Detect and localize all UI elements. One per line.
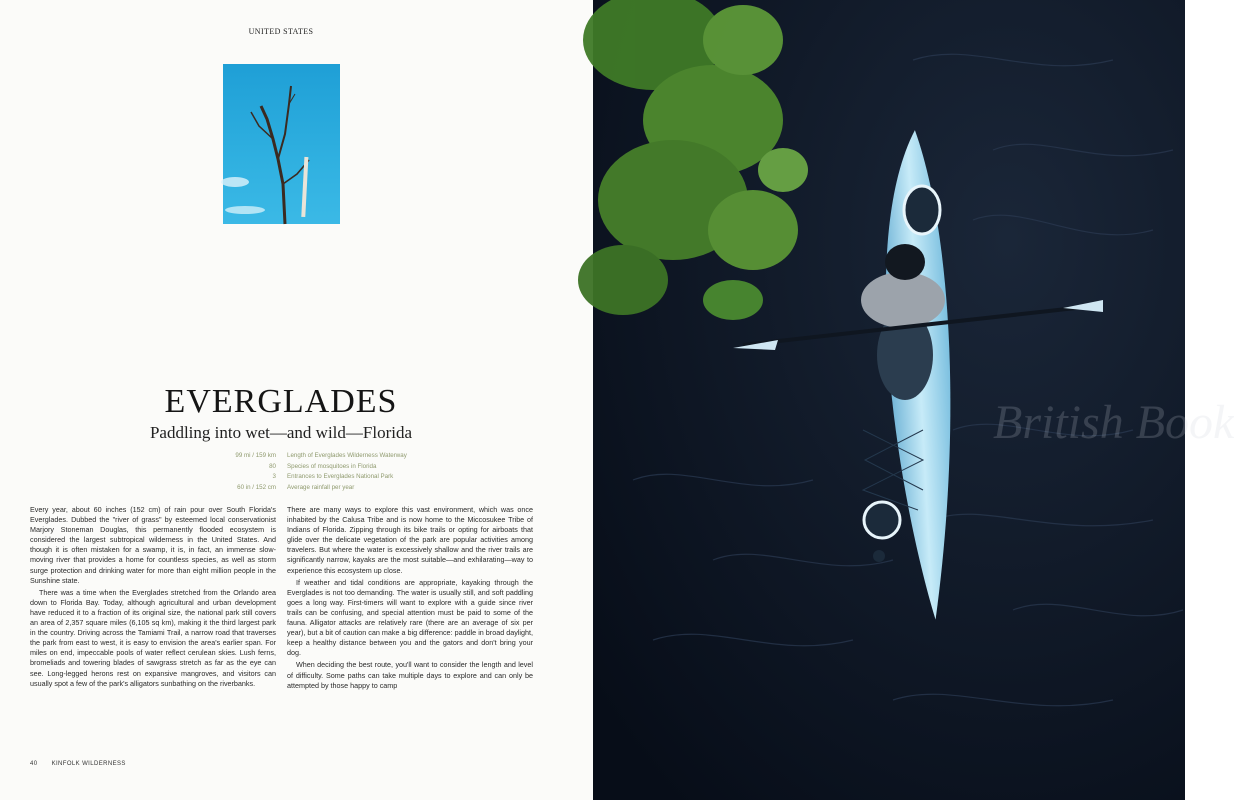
fact-label: Average rainfall per year [287, 484, 355, 492]
fact-row [180, 483, 500, 494]
fact-row [180, 472, 500, 483]
fact-value: 60 in / 152 cm [237, 484, 276, 492]
book-title: KINFOLK WILDERNESS [51, 761, 126, 767]
body-paragraph: Every year, about 60 inches (152 cm) of rain pour over South Florida's Everglades. Dubbed the "river of grass" by esteemed local conservationist Marjory Stoneman Douglas, this permanently flooded ecosystem is considered the largest subtropical wilderness in the United States. And though it is often mistaken for a swamp, it is, in fact, an immense slow-moving river that provides a home for countless species, as well as storm surge protection and drinking water for more than eight million people in the Sunshine state. [30, 505, 276, 585]
body-column-2 [287, 505, 533, 693]
body-paragraph: There are many ways to explore this vast environment, which was once inhabited by the Calusa Tribe and is now home to the Miccosukee Tribe of Indians of Florida. Zipping through its bike trails or opting for airboats that glide over the delicate vegetation of the park are popular activities among travelers. But where the water is excessively shallow and the river trails are significantly narrow, kayaks are the most suitable—and exhilarating—way to experience this ecosystem up close. [287, 505, 533, 575]
body-paragraph: There was a time when the Everglades stretched from the Orlando area down to Florida Bay. Today, although agricultural and urban development have reduced it to a fraction of its original size, the national park still covers an area of 2,357 square miles (6,105 sq km), making it the third largest park in the country. Driving across the Tamiami Trail, a narrow road that traverses the park from east to west, it is easy to envision the area's earlier span. For miles on end, impeccable pools of water reflect cerulean skies. Lush ferns, bromeliads and towering blades of sawgrass stretch as far as the eye can see. Long-legged herons rest on expansive mangroves, and visitors can usually spot a few of the park's alligators sunbathing on the riverbanks. [30, 587, 276, 688]
article-title: EVERGLADES [164, 383, 398, 420]
fact-label: Species of mosquitoes in Florida [287, 462, 377, 470]
body-paragraph: If weather and tidal conditions are appropriate, kayaking through the Everglades is not too demanding. The water is usually still, and soft paddling goes a long way. First-timers will want to explore with a guide since river trails can be confusing, and special attention must be paid to some of the fauna. Alligator attacks are relatively rare (there are an average of six per year), but a bit of caution can make a big difference: paddle in broad daylight, keep a healthy distance between you and the gators and don't bring your dog. [287, 577, 533, 658]
left-page [0, 0, 593, 800]
article-subtitle: Paddling into wet—and wild—Florida [149, 423, 413, 442]
sky-tree-photo [223, 64, 340, 224]
body-paragraph: When deciding the best route, you'll want to consider the length and level of difficulty. Some paths can take multiple days to explore and can only be attempted by those happy to camp [287, 660, 533, 690]
fact-value: 99 mi / 159 km [235, 452, 276, 459]
fact-value: 3 [272, 473, 276, 481]
running-head: UNITED STATES [248, 27, 314, 36]
fact-label: Length of Everglades Wilderness Waterway [287, 452, 407, 459]
watermark: British Book [993, 396, 1234, 449]
fact-row [180, 451, 500, 462]
facts-list [180, 451, 500, 494]
fact-row [180, 462, 500, 473]
right-page-kayak-photo [593, 0, 1234, 800]
page-footer [30, 761, 138, 767]
page-number: 40 [30, 761, 38, 767]
fact-label: Entrances to Everglades National Park [287, 473, 394, 481]
body-column-1 [30, 505, 276, 691]
fact-value: 80 [269, 462, 276, 470]
